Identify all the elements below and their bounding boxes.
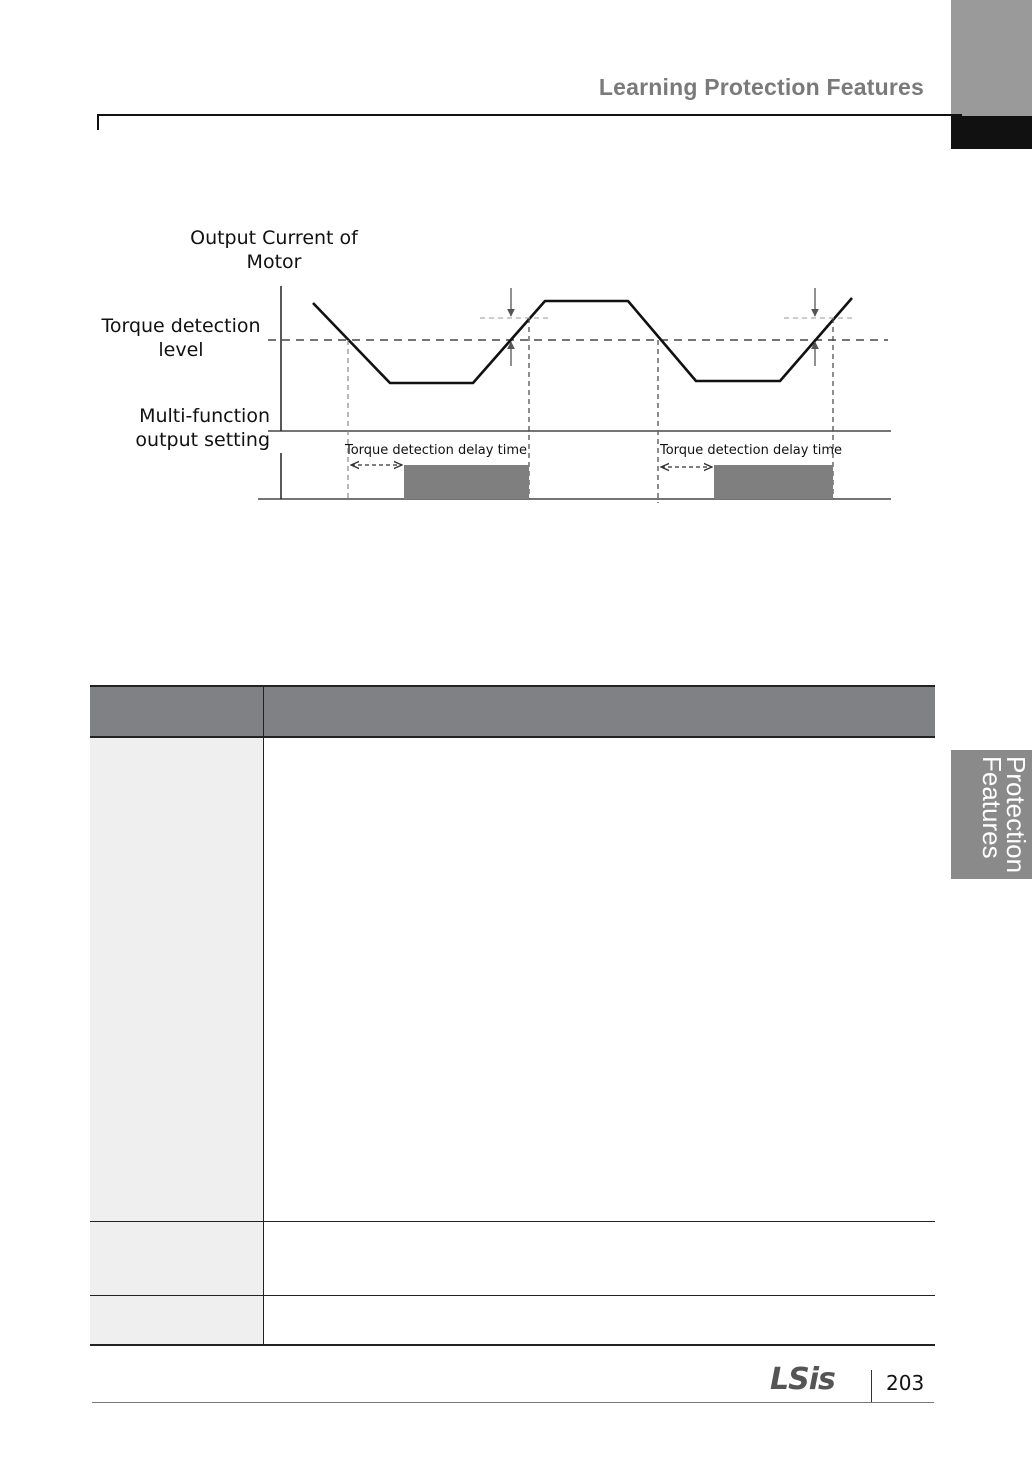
table-row [90, 1222, 935, 1296]
table-cell-label [90, 1296, 264, 1344]
table-cell-description [264, 1222, 935, 1295]
table-cell-description [264, 738, 935, 1221]
table-header-cell-2 [264, 687, 935, 736]
output-pulse-1 [404, 465, 529, 499]
side-tab-line-2: Features [977, 756, 1007, 859]
table-header-row [90, 685, 935, 738]
footer-rule [92, 1402, 934, 1403]
delay-time-label-2: Torque detection delay time [660, 443, 842, 458]
y-axis-label-line-2: Motor [246, 251, 302, 273]
table-row [90, 738, 935, 1222]
running-header-title: Learning Protection Features [598, 74, 924, 100]
table-header-cell-1 [90, 687, 264, 736]
parameter-table [90, 685, 935, 1346]
table-row [90, 1296, 935, 1346]
torque-detection-timing-diagram [0, 0, 1032, 560]
side-tab-line-1: Protection [1001, 756, 1031, 874]
y-axis-label-line-1: Output Current of [190, 227, 358, 249]
chapter-side-tab[interactable] [951, 750, 1032, 879]
table-cell-label [90, 738, 264, 1221]
torque-level-label-line-1: Torque detection [101, 315, 261, 337]
output-setting-label-line-1: Multi-function [139, 405, 270, 427]
brand-logo: LSis [770, 1362, 835, 1397]
page-number: 203 [886, 1371, 925, 1395]
output-pulse-2 [714, 465, 833, 499]
footer-separator [871, 1370, 872, 1403]
table-cell-label [90, 1222, 264, 1295]
table-cell-description [264, 1296, 935, 1344]
torque-level-label-line-2: level [158, 339, 204, 361]
output-setting-label-line-2: output setting [135, 429, 270, 451]
chapter-side-tab-label [951, 750, 1032, 879]
delay-time-label-1: Torque detection delay time [345, 443, 527, 458]
